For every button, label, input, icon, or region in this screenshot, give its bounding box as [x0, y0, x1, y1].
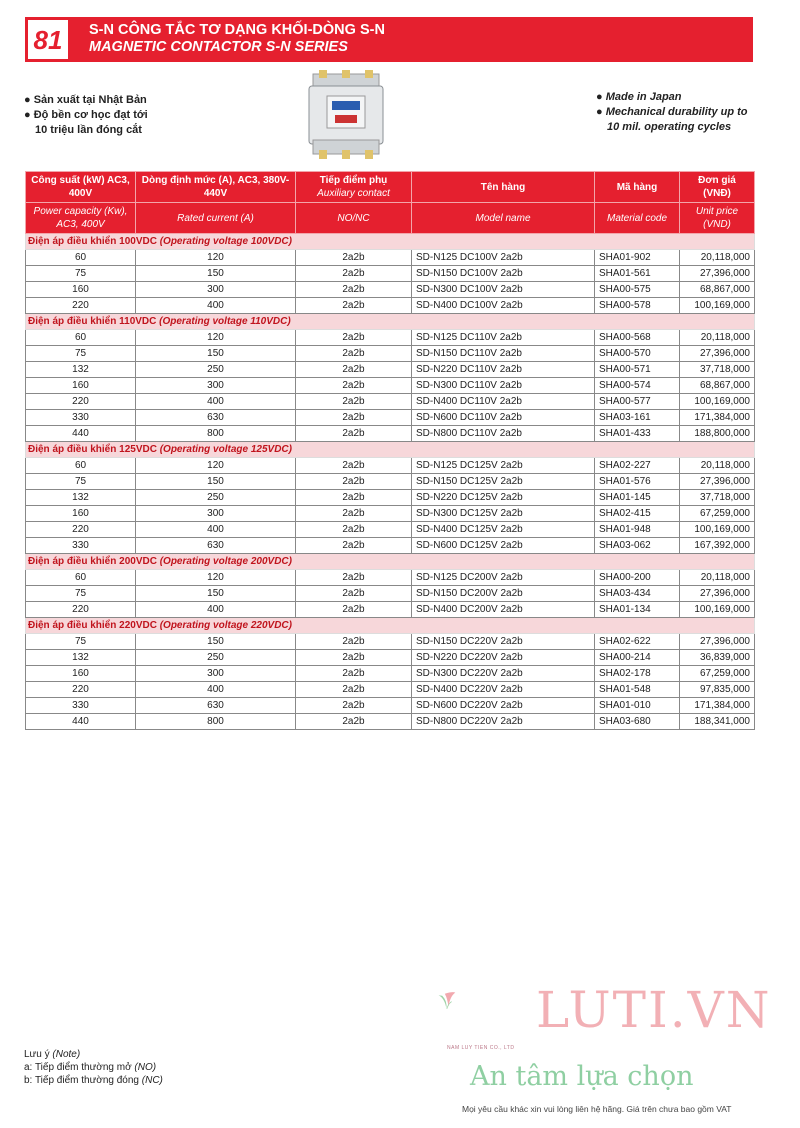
group-title-vi: Điện áp điều khiển 220VDC	[28, 620, 157, 631]
cell-code: SHA00-568	[595, 330, 680, 346]
cell-power: 75	[26, 474, 136, 490]
cell-model: SD-N400 DC125V 2a2b	[412, 522, 595, 538]
cell-price: 20,118,000	[680, 250, 755, 266]
group-title	[26, 314, 755, 330]
col-header-code: Mã hàng	[595, 172, 680, 203]
cell-aux: 2a2b	[296, 666, 412, 682]
table-row	[26, 666, 755, 682]
cell-code: SHA00-577	[595, 394, 680, 410]
cell-power: 75	[26, 634, 136, 650]
table-row	[26, 426, 755, 442]
cell-aux: 2a2b	[296, 538, 412, 554]
cell-current: 250	[136, 490, 296, 506]
col-subheader-current: Rated current (A)	[136, 203, 296, 234]
cell-code: SHA01-145	[595, 490, 680, 506]
brand-name: LUTI.VN	[536, 981, 772, 1039]
cell-aux: 2a2b	[296, 250, 412, 266]
cell-code: SHA00-578	[595, 298, 680, 314]
title-en: MAGNETIC CONTACTOR S-N SERIES	[89, 39, 348, 55]
cell-model: SD-N600 DC220V 2a2b	[412, 698, 595, 714]
table-row	[26, 282, 755, 298]
cell-code: SHA01-576	[595, 474, 680, 490]
cell-current: 400	[136, 682, 296, 698]
col-subheader-code: Material code	[595, 203, 680, 234]
cell-code: SHA01-948	[595, 522, 680, 538]
cell-code: SHA03-161	[595, 410, 680, 426]
cell-aux: 2a2b	[296, 714, 412, 730]
cell-current: 150	[136, 474, 296, 490]
cell-model: SD-N150 DC110V 2a2b	[412, 346, 595, 362]
cell-code: SHA03-062	[595, 538, 680, 554]
cell-price: 27,396,000	[680, 266, 755, 282]
cell-aux: 2a2b	[296, 266, 412, 282]
cell-model: SD-N125 DC110V 2a2b	[412, 330, 595, 346]
cell-code: SHA03-434	[595, 586, 680, 602]
cell-model: SD-N400 DC110V 2a2b	[412, 394, 595, 410]
group-row	[26, 314, 755, 330]
cell-price: 67,259,000	[680, 506, 755, 522]
table-row	[26, 634, 755, 650]
cell-power: 330	[26, 410, 136, 426]
cell-price: 188,341,000	[680, 714, 755, 730]
cell-model: SD-N150 DC220V 2a2b	[412, 634, 595, 650]
page-number: 81	[25, 17, 71, 62]
cell-model: SD-N220 DC125V 2a2b	[412, 490, 595, 506]
cell-price: 100,169,000	[680, 602, 755, 618]
col-subheader-power: Power capacity (Kw), AC3, 400V	[26, 203, 136, 234]
cell-price: 27,396,000	[680, 346, 755, 362]
cell-power: 132	[26, 650, 136, 666]
cell-power: 220	[26, 682, 136, 698]
cell-current: 150	[136, 586, 296, 602]
cell-model: SD-N300 DC125V 2a2b	[412, 506, 595, 522]
cell-aux: 2a2b	[296, 506, 412, 522]
table-row	[26, 650, 755, 666]
cell-price: 68,867,000	[680, 282, 755, 298]
cell-code: SHA02-178	[595, 666, 680, 682]
cell-price: 171,384,000	[680, 410, 755, 426]
features-vi	[24, 93, 148, 138]
feature-line: ● Mechanical durability up to	[596, 106, 748, 118]
note-a: a: Tiếp điểm thường mở	[24, 1062, 132, 1073]
table-row	[26, 538, 755, 554]
slogan: An tâm lựa chọn	[470, 1061, 694, 1092]
group-row	[26, 618, 755, 634]
cell-current: 300	[136, 378, 296, 394]
cell-power: 160	[26, 282, 136, 298]
group-title-vi: Điện áp điều khiển 110VDC	[28, 316, 157, 327]
note-b-en: (NC)	[141, 1075, 163, 1086]
cell-aux: 2a2b	[296, 602, 412, 618]
table-row	[26, 394, 755, 410]
cell-current: 800	[136, 426, 296, 442]
cell-aux: 2a2b	[296, 330, 412, 346]
cell-price: 27,396,000	[680, 634, 755, 650]
cell-model: SD-N125 DC200V 2a2b	[412, 570, 595, 586]
aux-label-en: Auxiliary contact	[317, 188, 390, 199]
cell-power: 132	[26, 490, 136, 506]
cell-aux: 2a2b	[296, 650, 412, 666]
cell-model: SD-N220 DC220V 2a2b	[412, 650, 595, 666]
cell-power: 160	[26, 666, 136, 682]
cell-current: 250	[136, 362, 296, 378]
cell-price: 37,718,000	[680, 490, 755, 506]
cell-power: 60	[26, 250, 136, 266]
cell-model: SD-N800 DC110V 2a2b	[412, 426, 595, 442]
cell-current: 400	[136, 522, 296, 538]
cell-power: 330	[26, 698, 136, 714]
group-title	[26, 234, 755, 250]
cell-current: 400	[136, 394, 296, 410]
cell-price: 67,259,000	[680, 666, 755, 682]
features-en	[596, 90, 748, 135]
table-row	[26, 602, 755, 618]
cell-price: 36,839,000	[680, 650, 755, 666]
cell-code: SHA01-134	[595, 602, 680, 618]
cell-price: 27,396,000	[680, 586, 755, 602]
col-header-model: Tên hàng	[412, 172, 595, 203]
note-a-en: (NO)	[134, 1062, 157, 1073]
note-b: b: Tiếp điểm thường đóng	[24, 1075, 139, 1086]
cell-model: SD-N300 DC100V 2a2b	[412, 282, 595, 298]
cell-current: 300	[136, 666, 296, 682]
cell-aux: 2a2b	[296, 570, 412, 586]
table-row	[26, 362, 755, 378]
feature-line: ● Sản xuất tại Nhật Bản	[24, 94, 147, 106]
cell-code: SHA00-571	[595, 362, 680, 378]
group-row	[26, 442, 755, 458]
cell-power: 220	[26, 522, 136, 538]
cell-current: 120	[136, 250, 296, 266]
cell-aux: 2a2b	[296, 474, 412, 490]
cell-aux: 2a2b	[296, 682, 412, 698]
table-row	[26, 330, 755, 346]
cell-code: SHA00-200	[595, 570, 680, 586]
cell-power: 60	[26, 570, 136, 586]
cell-aux: 2a2b	[296, 426, 412, 442]
cell-current: 630	[136, 538, 296, 554]
price-table	[25, 171, 755, 730]
cell-current: 630	[136, 410, 296, 426]
cell-code: SHA00-575	[595, 282, 680, 298]
table-row	[26, 458, 755, 474]
cell-price: 97,835,000	[680, 682, 755, 698]
cell-current: 120	[136, 570, 296, 586]
cell-price: 20,118,000	[680, 458, 755, 474]
title-vi: S-N CÔNG TẮC TƠ DẠNG KHỐI-DÒNG S-N	[89, 22, 385, 38]
cell-current: 300	[136, 506, 296, 522]
col-subheader-price: Unit price (VND)	[680, 203, 755, 234]
table-row	[26, 378, 755, 394]
cell-code: SHA01-433	[595, 426, 680, 442]
feature-line: 10 triệu lần đóng cắt	[35, 124, 142, 136]
cell-price: 37,718,000	[680, 362, 755, 378]
table-row	[26, 474, 755, 490]
cell-model: SD-N125 DC100V 2a2b	[412, 250, 595, 266]
cell-aux: 2a2b	[296, 490, 412, 506]
table-row	[26, 266, 755, 282]
col-subheader-model: Model name	[412, 203, 595, 234]
cell-aux: 2a2b	[296, 346, 412, 362]
cell-power: 330	[26, 538, 136, 554]
group-title	[26, 618, 755, 634]
cell-aux: 2a2b	[296, 394, 412, 410]
cell-code: SHA03-680	[595, 714, 680, 730]
cell-aux: 2a2b	[296, 586, 412, 602]
group-title	[26, 554, 755, 570]
group-row	[26, 234, 755, 250]
cell-model: SD-N400 DC220V 2a2b	[412, 682, 595, 698]
cell-price: 20,118,000	[680, 570, 755, 586]
table-row	[26, 570, 755, 586]
aux-label-vi: Tiếp điểm phụ	[319, 175, 388, 186]
brand-logo-mark	[437, 961, 527, 1041]
feature-line: ● Độ bền cơ học đạt tới	[24, 109, 148, 121]
cell-model: SD-N800 DC220V 2a2b	[412, 714, 595, 730]
cell-current: 150	[136, 346, 296, 362]
cell-aux: 2a2b	[296, 410, 412, 426]
group-title-vi: Điện áp điều khiển 200VDC	[28, 556, 157, 567]
cell-current: 300	[136, 282, 296, 298]
cell-code: SHA02-227	[595, 458, 680, 474]
cell-code: SHA02-415	[595, 506, 680, 522]
group-title-en: (Operating voltage 100VDC)	[159, 236, 292, 247]
cell-price: 100,169,000	[680, 394, 755, 410]
group-row	[26, 554, 755, 570]
cell-code: SHA00-214	[595, 650, 680, 666]
cell-code: SHA01-010	[595, 698, 680, 714]
col-header-current: Dòng định mức (A), AC3, 380V-440V	[136, 172, 296, 203]
cell-power: 160	[26, 506, 136, 522]
group-title-en: (Operating voltage 110VDC)	[159, 316, 291, 327]
cell-power: 75	[26, 346, 136, 362]
group-title-en: (Operating voltage 200VDC)	[159, 556, 292, 567]
cell-power: 75	[26, 266, 136, 282]
cell-power: 75	[26, 586, 136, 602]
cell-power: 220	[26, 602, 136, 618]
table-row	[26, 586, 755, 602]
notes	[24, 1048, 163, 1087]
cell-current: 150	[136, 634, 296, 650]
table-row	[26, 410, 755, 426]
cell-power: 132	[26, 362, 136, 378]
cell-price: 27,396,000	[680, 474, 755, 490]
cell-current: 800	[136, 714, 296, 730]
cell-code: SHA01-902	[595, 250, 680, 266]
cell-price: 171,384,000	[680, 698, 755, 714]
cell-code: SHA00-570	[595, 346, 680, 362]
cell-current: 120	[136, 458, 296, 474]
cell-model: SD-N220 DC110V 2a2b	[412, 362, 595, 378]
page-header	[25, 17, 753, 62]
group-title-vi: Điện áp điều khiển 125VDC	[28, 444, 157, 455]
cell-aux: 2a2b	[296, 282, 412, 298]
table-row	[26, 506, 755, 522]
header-title	[89, 22, 385, 56]
cell-price: 68,867,000	[680, 378, 755, 394]
cell-model: SD-N150 DC200V 2a2b	[412, 586, 595, 602]
cell-power: 60	[26, 330, 136, 346]
cell-price: 188,800,000	[680, 426, 755, 442]
cell-model: SD-N300 DC220V 2a2b	[412, 666, 595, 682]
cell-price: 167,392,000	[680, 538, 755, 554]
col-header-aux	[296, 172, 412, 203]
cell-power: 160	[26, 378, 136, 394]
cell-model: SD-N400 DC200V 2a2b	[412, 602, 595, 618]
table-row	[26, 698, 755, 714]
col-subheader-aux: NO/NC	[296, 203, 412, 234]
cell-model: SD-N300 DC110V 2a2b	[412, 378, 595, 394]
cell-power: 220	[26, 394, 136, 410]
feature-line: 10 mil. operating cycles	[607, 121, 732, 133]
cell-model: SD-N150 DC125V 2a2b	[412, 474, 595, 490]
cell-model: SD-N600 DC125V 2a2b	[412, 538, 595, 554]
cell-price: 100,169,000	[680, 522, 755, 538]
cell-aux: 2a2b	[296, 298, 412, 314]
col-header-price: Đơn giá (VNĐ)	[680, 172, 755, 203]
col-header-power: Công suất (kW) AC3, 400V	[26, 172, 136, 203]
cell-code: SHA01-548	[595, 682, 680, 698]
table-row	[26, 490, 755, 506]
cell-power: 220	[26, 298, 136, 314]
cell-code: SHA02-622	[595, 634, 680, 650]
cell-model: SD-N400 DC100V 2a2b	[412, 298, 595, 314]
cell-code: SHA01-561	[595, 266, 680, 282]
cell-model: SD-N150 DC100V 2a2b	[412, 266, 595, 282]
feature-line: ● Made in Japan	[596, 91, 682, 103]
cell-current: 630	[136, 698, 296, 714]
cell-current: 400	[136, 298, 296, 314]
cell-current: 120	[136, 330, 296, 346]
group-title-en: (Operating voltage 125VDC)	[159, 444, 292, 455]
cell-aux: 2a2b	[296, 522, 412, 538]
cell-aux: 2a2b	[296, 362, 412, 378]
note-title-en: (Note)	[52, 1049, 81, 1060]
table-row	[26, 714, 755, 730]
cell-aux: 2a2b	[296, 698, 412, 714]
cell-price: 20,118,000	[680, 330, 755, 346]
cell-price: 100,169,000	[680, 298, 755, 314]
table-row	[26, 682, 755, 698]
disclaimer: Mọi yêu cầu khác xin vui lòng liên hệ hãng. Giá trên chưa bao gồm VAT	[462, 1104, 732, 1114]
cell-power: 440	[26, 426, 136, 442]
note-title: Lưu ý	[24, 1049, 50, 1060]
group-title-vi: Điện áp điều khiển 100VDC	[28, 236, 157, 247]
group-title-en: (Operating voltage 220VDC)	[159, 620, 292, 631]
cell-model: SD-N600 DC110V 2a2b	[412, 410, 595, 426]
cell-model: SD-N125 DC125V 2a2b	[412, 458, 595, 474]
contactor-product-image	[305, 70, 387, 160]
cell-current: 250	[136, 650, 296, 666]
company-name: NAM LUY TIEN CO., LTD	[447, 1045, 515, 1051]
cell-current: 150	[136, 266, 296, 282]
table-row	[26, 522, 755, 538]
table-row	[26, 250, 755, 266]
table-row	[26, 298, 755, 314]
cell-aux: 2a2b	[296, 378, 412, 394]
cell-current: 400	[136, 602, 296, 618]
table-row	[26, 346, 755, 362]
cell-power: 60	[26, 458, 136, 474]
cell-aux: 2a2b	[296, 634, 412, 650]
cell-power: 440	[26, 714, 136, 730]
cell-aux: 2a2b	[296, 458, 412, 474]
cell-code: SHA00-574	[595, 378, 680, 394]
group-title	[26, 442, 755, 458]
